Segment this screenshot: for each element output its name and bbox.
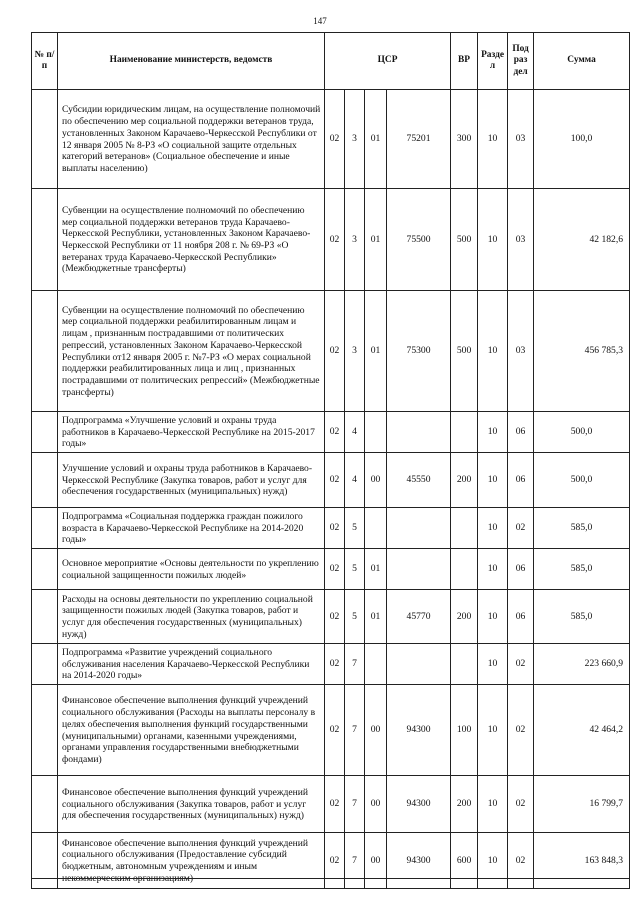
table-row [32, 291, 630, 412]
csr-code: 94300 [387, 685, 451, 776]
csr-code: 45550 [387, 453, 451, 508]
csr-code: 94300 [387, 833, 451, 889]
csr-code [387, 412, 451, 453]
vr-cell [451, 644, 478, 685]
csr-activity [365, 508, 387, 549]
vr-cell [451, 508, 478, 549]
row-name: Субсидии юридическим лицам, на осуществление полномочий по обеспечению мер социальной поддержки ветеранов труда, установленных Законом Карачаево-Черкесской Республики от 12 января 2005 № 8-РЗ «О социальной защите отдельных категорий ветеранов» (Социальное обеспечение и иные выплаты населению) [58, 90, 325, 189]
table-row [32, 189, 630, 291]
csr-subprogram: 3 [345, 90, 365, 189]
csr-subprogram: 5 [345, 590, 365, 644]
sum-cell: 42 182,6 [534, 189, 630, 291]
sum-cell: 456 785,3 [534, 291, 630, 412]
csr-activity: 00 [365, 453, 387, 508]
sum-cell: 585,0 [534, 590, 630, 644]
csr-activity: 01 [365, 90, 387, 189]
sum-cell: 223 660,9 [534, 644, 630, 685]
sum-cell: 585,0 [534, 508, 630, 549]
vr-cell: 500 [451, 291, 478, 412]
table-row [32, 412, 630, 453]
csr-subprogram: 3 [345, 291, 365, 412]
header-podrazdel: Под раз дел [508, 33, 534, 90]
csr-program: 02 [325, 90, 345, 189]
row-name: Финансовое обеспечение выполнения функций учреждений социального обслуживания (Предоставление субсидий бюджетным, автономным учреждениям и иным некоммерческим организациям) [58, 833, 325, 889]
csr-subprogram: 7 [345, 833, 365, 889]
header-summa: Сумма [534, 33, 630, 90]
sum-cell: 163 848,3 [534, 833, 630, 889]
csr-code [387, 508, 451, 549]
podrazdel-cell: 02 [508, 685, 534, 776]
row-num [32, 189, 58, 291]
csr-activity: 01 [365, 590, 387, 644]
table-row [32, 776, 630, 833]
table-header-row [32, 33, 630, 90]
csr-subprogram: 7 [345, 685, 365, 776]
vr-cell: 200 [451, 590, 478, 644]
podrazdel-cell: 06 [508, 590, 534, 644]
row-name: Подпрограмма «Развитие учреждений социального обслуживания населения Карачаево-Черкесской Республики на 2014-2020 годы» [58, 644, 325, 685]
table-row [32, 833, 630, 889]
table-row [32, 90, 630, 189]
table-row [32, 644, 630, 685]
razdel-cell: 10 [478, 508, 508, 549]
table-row [32, 590, 630, 644]
row-num [32, 776, 58, 833]
csr-program: 02 [325, 549, 345, 590]
razdel-cell: 10 [478, 412, 508, 453]
vr-cell: 600 [451, 833, 478, 889]
row-name: Субвенции на осуществление полномочий по обеспечению мер социальной поддержки реабилитированным лицам и лицам , признанным пострадавшими от политических репрессий, установленных Законом Карачаево-Черкесской Республики от12 января 2005 г. №7-РЗ «О мерах социальной поддержки реабилитированных лица и лиц , признанных пострадавшими от политических репрессий» (Межбюджетные трансферты) [58, 291, 325, 412]
row-name: Подпрограмма «Социальная поддержка граждан пожилого возраста в Карачаево-Черкесской Республике на 2014-2020 годы» [58, 508, 325, 549]
page-number: 147 [313, 16, 327, 26]
csr-activity: 00 [365, 833, 387, 889]
table-row [32, 453, 630, 508]
razdel-cell: 10 [478, 590, 508, 644]
row-num [32, 833, 58, 889]
csr-code: 75500 [387, 189, 451, 291]
razdel-cell: 10 [478, 644, 508, 685]
row-name: Финансовое обеспечение выполнения функций учреждений социального обслуживания (Расходы на выплаты персоналу в целях обеспечения выполнения функций государственными (муниципальными) органами, казенными учреждениями, органами управления государственными внебюджетными фондами) [58, 685, 325, 776]
csr-activity: 00 [365, 685, 387, 776]
podrazdel-cell: 06 [508, 549, 534, 590]
table-row [32, 508, 630, 549]
razdel-cell: 10 [478, 776, 508, 833]
csr-program: 02 [325, 453, 345, 508]
csr-subprogram: 7 [345, 776, 365, 833]
csr-code [387, 644, 451, 685]
row-name: Подпрограмма «Улучшение условий и охраны труда работников в Карачаево-Черкесской Республике на 2015-2017 годы» [58, 412, 325, 453]
csr-activity [365, 644, 387, 685]
podrazdel-cell: 06 [508, 412, 534, 453]
csr-subprogram: 4 [345, 412, 365, 453]
vr-cell: 500 [451, 189, 478, 291]
header-name: Наименование министерств, ведомств [58, 33, 325, 90]
header-num: № п/п [32, 33, 58, 90]
csr-program: 02 [325, 685, 345, 776]
table-row [32, 685, 630, 776]
csr-program: 02 [325, 189, 345, 291]
csr-subprogram: 4 [345, 453, 365, 508]
csr-code [387, 549, 451, 590]
csr-subprogram: 5 [345, 549, 365, 590]
razdel-cell: 10 [478, 549, 508, 590]
razdel-cell: 10 [478, 833, 508, 889]
header-razdel: Разде л [478, 33, 508, 90]
sum-cell: 585,0 [534, 549, 630, 590]
csr-activity [365, 412, 387, 453]
vr-cell: 200 [451, 453, 478, 508]
row-num [32, 508, 58, 549]
razdel-cell: 10 [478, 453, 508, 508]
podrazdel-cell: 02 [508, 644, 534, 685]
sum-cell: 42 464,2 [534, 685, 630, 776]
csr-activity: 01 [365, 291, 387, 412]
row-name: Расходы на основы деятельности по укреплению социальной защищенности пожилых людей (Закупка товаров, работ и услуг для обеспечения государственных (муниципальных) нужд) [58, 590, 325, 644]
podrazdel-cell: 03 [508, 291, 534, 412]
podrazdel-cell: 02 [508, 833, 534, 889]
csr-subprogram: 3 [345, 189, 365, 291]
header-vr: ВР [451, 33, 478, 90]
csr-program: 02 [325, 291, 345, 412]
csr-subprogram: 5 [345, 508, 365, 549]
podrazdel-cell: 03 [508, 90, 534, 189]
row-num [32, 590, 58, 644]
row-name: Субвенции на осуществление полномочий по обеспечению мер социальной поддержки ветеранов труда Карачаево-Черкесской Республики, установленных Законом Карачаево-Черкесской Республики от 11 ноября 208 г. № 69-РЗ «О ветеранах труда Карачаево-Черкесской Республики» (Межбюджетные трансферты) [58, 189, 325, 291]
row-num [32, 453, 58, 508]
row-name: Улучшение условий и охраны труда работников в Карачаево-Черкесской Республике (Закупка товаров, работ и услуг для обеспечения государственных (муниципальных) нужд) [58, 453, 325, 508]
row-num [32, 644, 58, 685]
csr-code: 75300 [387, 291, 451, 412]
row-num [32, 685, 58, 776]
table-row [32, 549, 630, 590]
row-name: Основное мероприятие «Основы деятельности по укреплению социальной защищенности пожилых людей» [58, 549, 325, 590]
sum-cell: 500,0 [534, 453, 630, 508]
podrazdel-cell: 06 [508, 453, 534, 508]
razdel-cell: 10 [478, 291, 508, 412]
vr-cell: 100 [451, 685, 478, 776]
podrazdel-cell: 02 [508, 508, 534, 549]
row-num [32, 90, 58, 189]
csr-program: 02 [325, 644, 345, 685]
header-csr: ЦСР [325, 33, 451, 90]
budget-table [31, 32, 630, 889]
csr-program: 02 [325, 833, 345, 889]
csr-program: 02 [325, 776, 345, 833]
csr-code: 75201 [387, 90, 451, 189]
podrazdel-cell: 02 [508, 776, 534, 833]
csr-subprogram: 7 [345, 644, 365, 685]
sum-cell: 100,0 [534, 90, 630, 189]
vr-cell: 200 [451, 776, 478, 833]
csr-program: 02 [325, 412, 345, 453]
csr-activity: 01 [365, 189, 387, 291]
sum-cell: 500,0 [534, 412, 630, 453]
razdel-cell: 10 [478, 189, 508, 291]
row-name: Финансовое обеспечение выполнения функций учреждений социального обслуживания (Закупка товаров, работ и услуг для обеспечения государственных (муниципальных) нужд) [58, 776, 325, 833]
sum-cell: 16 799,7 [534, 776, 630, 833]
razdel-cell: 10 [478, 685, 508, 776]
csr-activity: 01 [365, 549, 387, 590]
row-num [32, 291, 58, 412]
csr-activity: 00 [365, 776, 387, 833]
csr-code: 94300 [387, 776, 451, 833]
csr-code: 45770 [387, 590, 451, 644]
csr-program: 02 [325, 508, 345, 549]
vr-cell: 300 [451, 90, 478, 189]
razdel-cell: 10 [478, 90, 508, 189]
row-num [32, 549, 58, 590]
row-num [32, 412, 58, 453]
bottom-rule [31, 878, 629, 879]
podrazdel-cell: 03 [508, 189, 534, 291]
vr-cell [451, 412, 478, 453]
csr-program: 02 [325, 590, 345, 644]
vr-cell [451, 549, 478, 590]
